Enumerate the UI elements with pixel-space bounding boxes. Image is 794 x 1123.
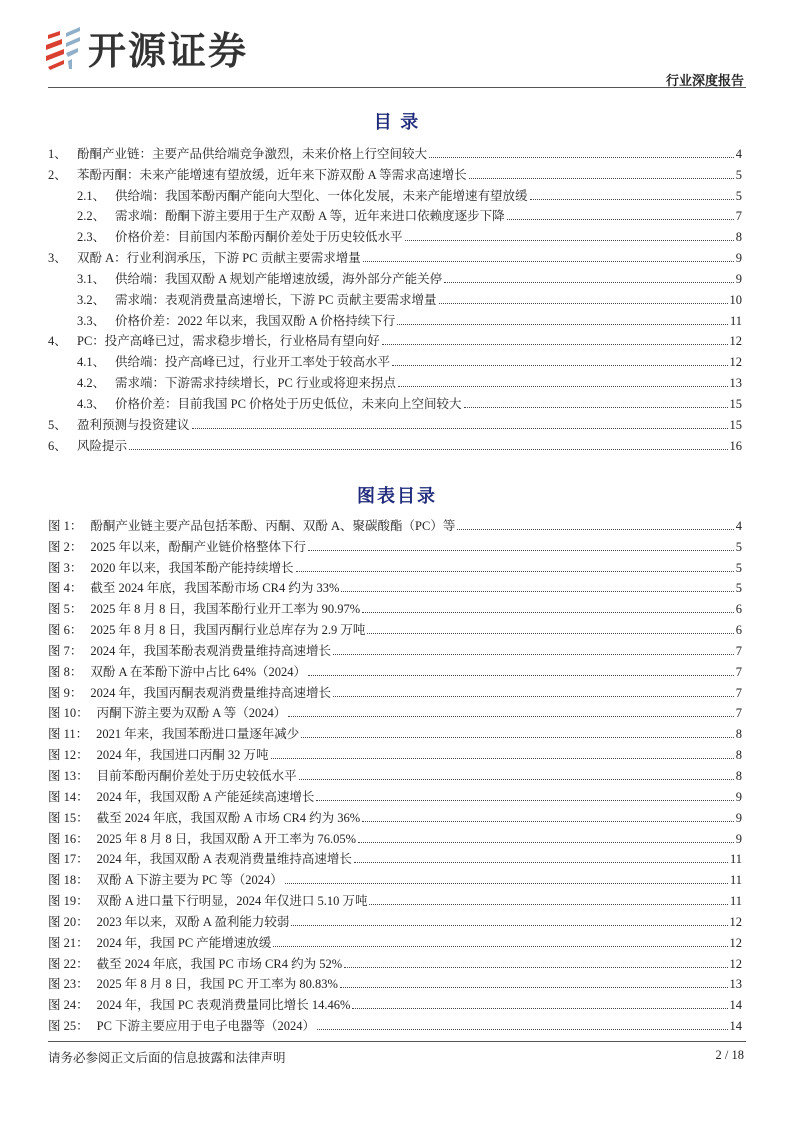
- entry-number: 1、: [48, 146, 67, 161]
- footer-divider: [48, 1041, 746, 1042]
- entry-page: 6: [735, 623, 742, 638]
- figure-entry[interactable]: [48, 616, 742, 637]
- figure-entry[interactable]: [48, 762, 742, 783]
- entry-title: 2024 年，我国苯酚表观消费量维持高速增长: [90, 643, 332, 658]
- figure-entry[interactable]: [48, 866, 742, 887]
- entry-title: PC 下游主要应用于电子电器等（2024）: [96, 1019, 316, 1034]
- entry-page: 13: [729, 977, 742, 992]
- entry-title: 双酚 A 在苯酚下游中占比 64%（2024）: [90, 664, 307, 679]
- page-indicator: 2 / 18: [715, 1048, 744, 1062]
- figure-entry[interactable]: [48, 950, 742, 971]
- dot-leader: [429, 157, 734, 158]
- entry-title: 供给端：投产高峰已过，行业开工率处于较高水平: [115, 355, 391, 370]
- entry-number: 图 6：: [48, 623, 83, 638]
- figure-entry[interactable]: [48, 908, 742, 929]
- entry-title: 价格价差：目前国内苯酚丙酮价差处于历史较低水平: [115, 230, 403, 245]
- entry-number: 图 24：: [48, 998, 89, 1013]
- figure-entry[interactable]: [48, 575, 742, 596]
- entry-title: 2024 年，我国双酚 A 表观消费量维持高速增长: [96, 852, 352, 867]
- entry-number: 图 14：: [48, 789, 89, 804]
- entry-page: 13: [729, 376, 742, 391]
- entry-number: 2.1、: [77, 188, 106, 203]
- figure-entry[interactable]: [48, 741, 742, 762]
- entry-page: 12: [729, 914, 742, 929]
- entry-number: 3、: [48, 251, 67, 266]
- table-of-contents: [48, 140, 742, 453]
- entry-page: 9: [735, 271, 742, 286]
- entry-page: 12: [729, 355, 742, 370]
- company-logo: [44, 22, 248, 72]
- entry-title: 酚酮产业链：主要产品供给端竞争激烈，未来价格上行空间较大: [77, 146, 428, 161]
- dot-leader: [291, 925, 727, 926]
- toc-entry[interactable]: [48, 390, 742, 411]
- entry-title: 2020 年以来，我国苯酚产能持续增长: [90, 560, 294, 575]
- entry-title: PC：投产高峰已过，需求稳步增长，行业格局有望向好: [77, 334, 380, 349]
- entry-number: 2.3、: [77, 230, 106, 245]
- toc-entry[interactable]: [48, 286, 742, 307]
- toc-title: 目 录: [373, 112, 421, 132]
- entry-title: 2024 年，我国 PC 产能增速放缓: [96, 935, 272, 950]
- entry-number: 图 23：: [48, 977, 89, 992]
- dot-leader: [273, 946, 727, 947]
- toc-entry[interactable]: [48, 265, 742, 286]
- entry-number: 图 15：: [48, 810, 89, 825]
- entry-number: 图 16：: [48, 831, 89, 846]
- entry-number: 图 11：: [48, 727, 89, 742]
- entry-number: 4、: [48, 334, 67, 349]
- entry-page: 4: [735, 146, 742, 161]
- entry-number: 3.2、: [77, 292, 106, 307]
- figure-entry[interactable]: [48, 846, 742, 867]
- entry-page: 6: [735, 602, 742, 617]
- dot-leader: [285, 883, 728, 884]
- entry-number: 图 4：: [48, 581, 83, 596]
- figure-entry[interactable]: [48, 512, 742, 533]
- entry-title: 截至 2024 年底，我国苯酚市场 CR4 约为 33%: [90, 581, 340, 596]
- dot-leader: [457, 529, 733, 530]
- brand-name: 开源证券: [88, 28, 249, 73]
- entry-number: 图 22：: [48, 956, 89, 971]
- entry-title: 价格价差：目前我国 PC 价格处于历史低位，未来向上空间较大: [115, 396, 462, 411]
- entry-title: 2025 年 8 月 8 日，我国 PC 开工率为 80.83%: [96, 977, 338, 992]
- figure-entry[interactable]: [48, 991, 742, 1012]
- entry-title: 价格价差：2022 年以来，我国双酚 A 价格持续下行: [115, 313, 396, 328]
- entry-page: 15: [729, 396, 742, 411]
- figure-entry[interactable]: [48, 720, 742, 741]
- entry-page: 5: [735, 539, 742, 554]
- figure-entry[interactable]: [48, 595, 742, 616]
- dot-leader: [392, 365, 727, 366]
- entry-number: 3.3、: [77, 313, 106, 328]
- toc-entry[interactable]: [48, 328, 742, 349]
- dot-leader: [363, 261, 734, 262]
- document-type: 行业深度报告: [665, 73, 744, 88]
- entry-number: 4.2、: [77, 376, 106, 391]
- dot-leader: [362, 821, 734, 822]
- entry-page: 11: [729, 873, 742, 888]
- dot-leader: [382, 344, 728, 345]
- toc-entry[interactable]: [48, 307, 742, 328]
- entry-title: 供给端：我国双酚 A 规划产能增速放缓，海外部分产能关停: [115, 271, 443, 286]
- dot-leader: [444, 282, 734, 283]
- figure-entry[interactable]: [48, 1012, 742, 1033]
- entry-number: 图 21：: [48, 935, 89, 950]
- dot-leader: [271, 758, 734, 759]
- entry-page: 9: [735, 251, 742, 266]
- dot-leader: [362, 612, 734, 613]
- dot-leader: [369, 904, 727, 905]
- header-divider: [48, 87, 746, 88]
- entry-number: 图 10：: [48, 706, 89, 721]
- entry-number: 2.2、: [77, 209, 106, 224]
- dot-leader: [464, 407, 728, 408]
- dot-leader: [308, 675, 734, 676]
- figure-entry[interactable]: [48, 533, 742, 554]
- toc-entry[interactable]: [48, 244, 742, 265]
- toc-entry[interactable]: [48, 140, 742, 161]
- dot-leader: [192, 428, 728, 429]
- entry-title: 2021 年来，我国苯酚进口量逐年减少: [96, 727, 300, 742]
- figure-entry[interactable]: [48, 971, 742, 992]
- entry-page: 12: [729, 334, 742, 349]
- entry-number: 图 18：: [48, 873, 89, 888]
- figure-entry[interactable]: [48, 658, 742, 679]
- dot-leader: [530, 199, 734, 200]
- entry-title: 2023 年以来，双酚 A 盈利能力较弱: [96, 914, 290, 929]
- entry-number: 图 19：: [48, 894, 89, 909]
- entry-page: 15: [729, 417, 742, 432]
- figure-entry[interactable]: [48, 887, 742, 908]
- entry-number: 图 8：: [48, 664, 83, 679]
- entry-page: 9: [735, 831, 742, 846]
- dot-leader: [439, 303, 728, 304]
- figure-entry[interactable]: [48, 825, 742, 846]
- dot-leader: [341, 591, 733, 592]
- entry-page: 7: [735, 685, 742, 700]
- figure-entry[interactable]: [48, 679, 742, 700]
- toc-entry[interactable]: [48, 182, 742, 203]
- list-of-figures: [48, 512, 742, 1033]
- dot-leader: [129, 449, 727, 450]
- entry-title: 需求端：表观消费量高速增长，下游 PC 贡献主要需求增量: [115, 292, 437, 307]
- entry-number: 图 13：: [48, 768, 89, 783]
- entry-page: 4: [735, 518, 742, 533]
- entry-page: 12: [729, 956, 742, 971]
- dot-leader: [299, 779, 734, 780]
- figure-entry[interactable]: [48, 700, 742, 721]
- dot-leader: [296, 571, 734, 572]
- entry-page: 10: [729, 292, 742, 307]
- dot-leader: [397, 324, 728, 325]
- entry-page: 5: [735, 560, 742, 575]
- entry-page: 8: [735, 748, 742, 763]
- entry-title: 截至 2024 年底，我国 PC 市场 CR4 约为 52%: [96, 956, 343, 971]
- toc-entry[interactable]: [48, 432, 742, 453]
- entry-page: 7: [735, 706, 742, 721]
- entry-number: 图 20：: [48, 914, 89, 929]
- dot-leader: [316, 800, 733, 801]
- entry-title: 盈利预测与投资建议: [77, 417, 190, 432]
- entry-title: 2024 年，我国进口丙酮 32 万吨: [96, 748, 269, 763]
- entry-title: 双酚 A 下游主要为 PC 等（2024）: [96, 873, 283, 888]
- figures-title: 图表目录: [357, 486, 437, 506]
- entry-number: 图 1：: [48, 518, 83, 533]
- entry-page: 7: [735, 643, 742, 658]
- entry-page: 14: [729, 1019, 742, 1034]
- entry-title: 2025 年以来，酚酮产业链价格整体下行: [90, 539, 307, 554]
- footer-disclaimer: 请务必参阅正文后面的信息披露和法律声明: [48, 1051, 286, 1065]
- figure-entry[interactable]: [48, 804, 742, 825]
- dot-leader: [405, 240, 734, 241]
- entry-title: 2024 年，我国丙酮表观消费量维持高速增长: [90, 685, 332, 700]
- entry-number: 图 17：: [48, 852, 89, 867]
- dot-leader: [333, 654, 734, 655]
- entry-number: 图 25：: [48, 1019, 89, 1034]
- dot-leader: [352, 1008, 727, 1009]
- toc-entry[interactable]: [48, 411, 742, 432]
- entry-page: 8: [735, 768, 742, 783]
- entry-title: 2024 年，我国双酚 A 产能延续高速增长: [96, 789, 315, 804]
- dot-leader: [288, 716, 734, 717]
- entry-page: 7: [735, 209, 742, 224]
- entry-page: 5: [735, 188, 742, 203]
- figure-entry[interactable]: [48, 929, 742, 950]
- entry-title: 截至 2024 年底，我国双酚 A 市场 CR4 约为 36%: [96, 810, 361, 825]
- entry-title: 需求端：酚酮下游主要用于生产双酚 A 等，近年来进口依赖度逐步下降: [115, 209, 505, 224]
- entry-number: 3.1、: [77, 271, 106, 286]
- entry-page: 5: [735, 581, 742, 596]
- entry-page: 12: [729, 935, 742, 950]
- entry-page: 5: [735, 167, 742, 182]
- entry-number: 6、: [48, 438, 67, 453]
- dot-leader: [507, 219, 734, 220]
- entry-page: 16: [729, 438, 742, 453]
- dot-leader: [469, 178, 734, 179]
- entry-title: 2025 年 8 月 8 日，我国苯酚行业开工率为 90.97%: [90, 602, 361, 617]
- dot-leader: [317, 1029, 727, 1030]
- entry-page: 7: [735, 664, 742, 679]
- dot-leader: [333, 696, 734, 697]
- entry-title: 双酚 A：行业利润承压，下游 PC 贡献主要需求增量: [77, 251, 361, 266]
- entry-title: 供给端：我国苯酚丙酮产能向大型化、一体化发展，未来产能增速有望放缓: [115, 188, 528, 203]
- dot-leader: [340, 987, 728, 988]
- dot-leader: [354, 862, 728, 863]
- dot-leader: [308, 550, 734, 551]
- dot-leader: [301, 737, 733, 738]
- entry-number: 2、: [48, 167, 67, 182]
- entry-number: 4.3、: [77, 396, 106, 411]
- entry-page: 8: [735, 230, 742, 245]
- entry-page: 14: [729, 998, 742, 1013]
- entry-title: 目前苯酚丙酮价差处于历史较低水平: [96, 768, 297, 783]
- entry-title: 2025 年 8 月 8 日，我国丙酮行业总库存为 2.9 万吨: [90, 623, 366, 638]
- dot-leader: [344, 967, 727, 968]
- entry-title: 需求端：下游需求持续增长，PC 行业或将迎来拐点: [115, 376, 396, 391]
- entry-title: 双酚 A 进口量下行明显，2024 年仅进口 5.10 万吨: [96, 894, 368, 909]
- entry-number: 图 2：: [48, 539, 83, 554]
- entry-title: 2024 年，我国 PC 表观消费量同比增长 14.46%: [96, 998, 351, 1013]
- dot-leader: [367, 633, 733, 634]
- entry-page: 11: [729, 852, 742, 867]
- entry-title: 2025 年 8 月 8 日，我国双酚 A 开工率为 76.05%: [96, 831, 357, 846]
- entry-title: 苯酚丙酮：未来产能增速有望放缓，近年来下游双酚 A 等需求高速增长: [77, 167, 467, 182]
- entry-number: 图 12：: [48, 748, 89, 763]
- entry-page: 8: [735, 727, 742, 742]
- entry-title: 丙酮下游主要为双酚 A 等（2024）: [96, 706, 287, 721]
- figure-entry[interactable]: [48, 554, 742, 575]
- entry-number: 4.1、: [77, 355, 106, 370]
- entry-number: 5、: [48, 417, 67, 432]
- entry-number: 图 5：: [48, 602, 83, 617]
- entry-page: 11: [729, 313, 742, 328]
- entry-title: 风险提示: [77, 438, 128, 453]
- entry-number: 图 9：: [48, 685, 83, 700]
- figure-entry[interactable]: [48, 637, 742, 658]
- toc-entry[interactable]: [48, 223, 742, 244]
- entry-number: 图 7：: [48, 643, 83, 658]
- dot-leader: [398, 386, 728, 387]
- toc-entry[interactable]: [48, 203, 742, 224]
- toc-entry[interactable]: [48, 369, 742, 390]
- entry-page: 9: [735, 789, 742, 804]
- entry-page: 9: [735, 810, 742, 825]
- figure-entry[interactable]: [48, 783, 742, 804]
- toc-entry[interactable]: [48, 161, 742, 182]
- logo-mark-icon: [44, 23, 84, 71]
- entry-page: 11: [729, 894, 742, 909]
- entry-number: 图 3：: [48, 560, 83, 575]
- toc-entry[interactable]: [48, 348, 742, 369]
- entry-title: 酚酮产业链主要产品包括苯酚、丙酮、双酚 A、聚碳酸酯（PC）等: [90, 518, 456, 533]
- dot-leader: [358, 842, 734, 843]
